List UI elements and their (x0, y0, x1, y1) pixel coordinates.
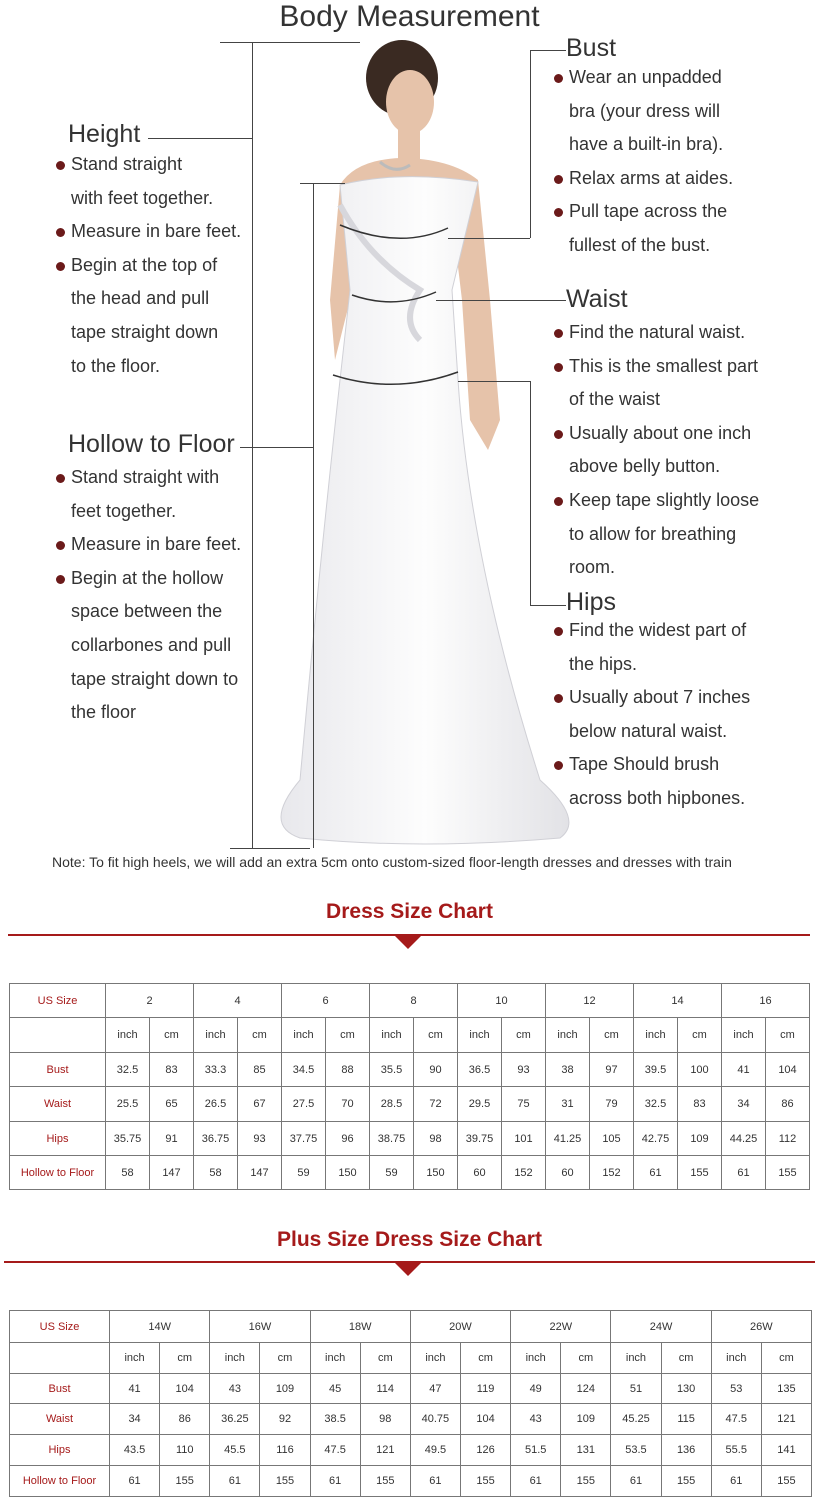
instruction-line: Find the natural waist. (569, 316, 814, 350)
unit-cell: inch (310, 1343, 360, 1374)
value-cell: 130 (661, 1374, 711, 1404)
value-cell: 126 (460, 1435, 510, 1466)
unit-cell: cm (260, 1343, 310, 1374)
bullet-icon (554, 329, 563, 338)
value-cell: 45.25 (611, 1404, 661, 1435)
instruction-line: Stand straight (71, 148, 261, 182)
unit-cell: inch (194, 1018, 238, 1053)
value-cell: 27.5 (282, 1087, 326, 1122)
row-label-cell: Hips (10, 1435, 110, 1466)
value-cell: 104 (460, 1404, 510, 1435)
bullet-icon (554, 175, 563, 184)
value-cell: 79 (590, 1087, 634, 1122)
row-label-cell: Hollow to Floor (10, 1466, 110, 1497)
bust-title: Bust (566, 34, 617, 62)
size-header-cell: 16W (210, 1311, 310, 1343)
value-cell: 109 (260, 1374, 310, 1404)
size-header-cell: 14 (634, 984, 722, 1018)
unit-cell: cm (561, 1343, 611, 1374)
height-top-line (220, 42, 360, 43)
size-header-cell: 4 (194, 984, 282, 1018)
value-cell: 155 (761, 1466, 811, 1497)
value-cell: 49.5 (410, 1435, 460, 1466)
instruction-line: room. (569, 557, 616, 578)
value-cell: 38 (546, 1053, 590, 1087)
hips-instructions (569, 614, 809, 816)
value-cell: 34.5 (282, 1053, 326, 1087)
dress-size-table (9, 983, 810, 1190)
bullet-icon (554, 363, 563, 372)
value-cell: 33.3 (194, 1053, 238, 1087)
value-cell: 105 (590, 1122, 634, 1156)
value-cell: 51 (611, 1374, 661, 1404)
instruction-line: below natural waist. (569, 720, 728, 741)
unit-cell: cm (590, 1018, 634, 1053)
value-cell: 155 (678, 1156, 722, 1190)
value-cell: 93 (238, 1122, 282, 1156)
size-header-cell: 10 (458, 984, 546, 1018)
size-header-cell: 20W (410, 1311, 510, 1343)
instruction-line: the hips. (569, 653, 638, 674)
value-cell: 147 (238, 1156, 282, 1190)
size-header-cell: 26W (711, 1311, 811, 1343)
hollow-top-line (300, 183, 345, 184)
hips-label-line (530, 605, 566, 606)
value-cell: 43 (511, 1404, 561, 1435)
table-header-row (10, 984, 810, 1018)
unit-cell: inch (458, 1018, 502, 1053)
unit-cell: inch (210, 1343, 260, 1374)
instruction-line: Measure in bare feet. (71, 215, 261, 249)
bullet-icon (554, 74, 563, 83)
value-cell: 141 (761, 1435, 811, 1466)
value-cell: 152 (502, 1156, 546, 1190)
value-cell: 44.25 (722, 1122, 766, 1156)
instruction-line: fullest of the bust. (569, 234, 711, 255)
unit-cell: inch (410, 1343, 460, 1374)
size-header-cell: 16 (722, 984, 810, 1018)
instruction-line: with feet together. (71, 187, 214, 208)
unit-cell: cm (326, 1018, 370, 1053)
bullet-icon (554, 497, 563, 506)
value-cell: 114 (360, 1374, 410, 1404)
unit-cell: cm (678, 1018, 722, 1053)
waist-connector (436, 300, 566, 301)
value-cell: 43.5 (110, 1435, 160, 1466)
unit-cell: cm (460, 1343, 510, 1374)
value-cell: 49 (511, 1374, 561, 1404)
instruction-line: the floor (71, 702, 137, 723)
value-cell: 36.75 (194, 1122, 238, 1156)
value-cell: 45 (310, 1374, 360, 1404)
value-cell: 28.5 (370, 1087, 414, 1122)
instruction-line: to the floor. (71, 355, 161, 376)
unit-cell: inch (722, 1018, 766, 1053)
value-cell: 91 (150, 1122, 194, 1156)
row-label-cell: Waist (10, 1087, 106, 1122)
table-row (10, 1156, 810, 1190)
table-unit-row (10, 1343, 812, 1374)
dress-chart-title: Dress Size Chart (326, 900, 493, 923)
table-row (10, 1435, 812, 1466)
unit-cell: inch (370, 1018, 414, 1053)
row-label-cell: Bust (10, 1374, 110, 1404)
value-cell: 60 (458, 1156, 502, 1190)
value-cell: 72 (414, 1087, 458, 1122)
instruction-line: Stand straight with (71, 461, 261, 495)
instruction-line: of the waist (569, 389, 661, 410)
value-cell: 41 (722, 1053, 766, 1087)
value-cell: 61 (711, 1466, 761, 1497)
table-row (10, 1122, 810, 1156)
value-cell: 61 (210, 1466, 260, 1497)
note-text: Note: To fit high heels, we will add an extra 5cm onto custom-sized floor-length dresses and dresses with train (52, 854, 732, 870)
unit-cell: cm (761, 1343, 811, 1374)
value-cell: 67 (238, 1087, 282, 1122)
value-cell: 109 (561, 1404, 611, 1435)
value-cell: 34 (722, 1087, 766, 1122)
value-cell: 36.5 (458, 1053, 502, 1087)
value-cell: 147 (150, 1156, 194, 1190)
instruction-line: bra (your dress will (569, 100, 721, 121)
value-cell: 101 (502, 1122, 546, 1156)
size-label-cell: US Size (10, 1311, 110, 1343)
value-cell: 104 (766, 1053, 810, 1087)
unit-cell: cm (360, 1343, 410, 1374)
value-cell: 61 (511, 1466, 561, 1497)
value-cell: 104 (160, 1374, 210, 1404)
size-header-cell: 18W (310, 1311, 410, 1343)
value-cell: 45.5 (210, 1435, 260, 1466)
value-cell: 110 (160, 1435, 210, 1466)
bust-label-line (530, 50, 566, 51)
plus-size-table (9, 1310, 812, 1497)
size-header-cell: 12 (546, 984, 634, 1018)
unit-cell: inch (546, 1018, 590, 1053)
value-cell: 55.5 (711, 1435, 761, 1466)
size-header-cell: 14W (110, 1311, 210, 1343)
size-header-cell: 24W (611, 1311, 711, 1343)
value-cell: 39.5 (634, 1053, 678, 1087)
instruction-line: Usually about one inch (569, 417, 814, 451)
value-cell: 61 (110, 1466, 160, 1497)
value-cell: 109 (678, 1122, 722, 1156)
bust-connector-h (448, 238, 530, 239)
bullet-icon (554, 627, 563, 636)
row-label-cell: Bust (10, 1053, 106, 1087)
value-cell: 90 (414, 1053, 458, 1087)
table-row (10, 1466, 812, 1497)
instruction-line: above belly button. (569, 456, 721, 477)
bullet-icon (554, 430, 563, 439)
value-cell: 25.5 (106, 1087, 150, 1122)
value-cell: 152 (590, 1156, 634, 1190)
row-label-cell: Hips (10, 1122, 106, 1156)
bullet-icon (56, 474, 65, 483)
value-cell: 65 (150, 1087, 194, 1122)
instruction-line: Find the widest part of (569, 614, 809, 648)
instruction-line: Tape Should brush (569, 748, 809, 782)
plus-chart-title: Plus Size Dress Size Chart (277, 1228, 542, 1251)
value-cell: 115 (661, 1404, 711, 1435)
dress-chart-marker (395, 936, 421, 949)
value-cell: 61 (611, 1466, 661, 1497)
value-cell: 43 (210, 1374, 260, 1404)
value-cell: 86 (766, 1087, 810, 1122)
value-cell: 98 (414, 1122, 458, 1156)
value-cell: 136 (661, 1435, 711, 1466)
unit-cell: cm (414, 1018, 458, 1053)
page-title: Body Measurement (279, 0, 540, 33)
value-cell: 38.5 (310, 1404, 360, 1435)
instruction-line: This is the smallest part (569, 350, 814, 384)
value-cell: 58 (194, 1156, 238, 1190)
unit-label-cell (10, 1343, 110, 1374)
instruction-line: Begin at the hollow (71, 562, 261, 596)
value-cell: 155 (360, 1466, 410, 1497)
value-cell: 155 (260, 1466, 310, 1497)
hollow-instructions (71, 461, 261, 730)
value-cell: 155 (460, 1466, 510, 1497)
value-cell: 83 (678, 1087, 722, 1122)
value-cell: 150 (326, 1156, 370, 1190)
value-cell: 61 (410, 1466, 460, 1497)
instruction-line: space between the (71, 601, 223, 622)
unit-cell: cm (661, 1343, 711, 1374)
unit-cell: cm (502, 1018, 546, 1053)
value-cell: 39.75 (458, 1122, 502, 1156)
unit-cell: inch (282, 1018, 326, 1053)
value-cell: 42.75 (634, 1122, 678, 1156)
value-cell: 32.5 (106, 1053, 150, 1087)
height-connector (148, 138, 252, 139)
value-cell: 61 (722, 1156, 766, 1190)
hollow-title: Hollow to Floor (68, 430, 235, 458)
value-cell: 35.5 (370, 1053, 414, 1087)
table-header-row (10, 1311, 812, 1343)
instruction-line: Keep tape slightly loose (569, 484, 814, 518)
value-cell: 41.25 (546, 1122, 590, 1156)
value-cell: 37.75 (282, 1122, 326, 1156)
value-cell: 51.5 (511, 1435, 561, 1466)
size-header-cell: 6 (282, 984, 370, 1018)
value-cell: 98 (360, 1404, 410, 1435)
plus-chart-marker (395, 1263, 421, 1276)
value-cell: 47 (410, 1374, 460, 1404)
value-cell: 100 (678, 1053, 722, 1087)
height-instructions (71, 148, 261, 383)
value-cell: 36.25 (210, 1404, 260, 1435)
value-cell: 155 (561, 1466, 611, 1497)
unit-cell: cm (766, 1018, 810, 1053)
instruction-line: have a built-in bra). (569, 134, 724, 155)
waist-title: Waist (566, 285, 628, 313)
instruction-line: Pull tape across the (569, 195, 809, 229)
table-row (10, 1404, 812, 1435)
value-cell: 96 (326, 1122, 370, 1156)
waist-instructions (569, 316, 814, 585)
bullet-icon (56, 575, 65, 584)
value-cell: 155 (160, 1466, 210, 1497)
value-cell: 41 (110, 1374, 160, 1404)
value-cell: 58 (106, 1156, 150, 1190)
value-cell: 61 (310, 1466, 360, 1497)
value-cell: 34 (110, 1404, 160, 1435)
value-cell: 47.5 (310, 1435, 360, 1466)
size-header-cell: 22W (511, 1311, 611, 1343)
hips-title: Hips (566, 588, 617, 616)
size-header-cell: 8 (370, 984, 458, 1018)
value-cell: 119 (460, 1374, 510, 1404)
instruction-line: feet together. (71, 500, 177, 521)
unit-cell: inch (511, 1343, 561, 1374)
row-label-cell: Hollow to Floor (10, 1156, 106, 1190)
bust-connector-v (530, 50, 531, 238)
unit-cell: inch (106, 1018, 150, 1053)
value-cell: 155 (661, 1466, 711, 1497)
value-cell: 75 (502, 1087, 546, 1122)
unit-label-cell (10, 1018, 106, 1053)
bullet-icon (56, 161, 65, 170)
value-cell: 40.75 (410, 1404, 460, 1435)
unit-cell: cm (238, 1018, 282, 1053)
value-cell: 116 (260, 1435, 310, 1466)
height-title: Height (68, 120, 141, 148)
value-cell: 47.5 (711, 1404, 761, 1435)
value-cell: 29.5 (458, 1087, 502, 1122)
value-cell: 150 (414, 1156, 458, 1190)
hollow-connector (240, 447, 313, 448)
unit-cell: cm (150, 1018, 194, 1053)
value-cell: 59 (282, 1156, 326, 1190)
value-cell: 121 (360, 1435, 410, 1466)
instruction-line: Wear an unpadded (569, 61, 809, 95)
floor-line (230, 848, 310, 849)
instruction-line: to allow for breathing (569, 523, 737, 544)
value-cell: 32.5 (634, 1087, 678, 1122)
value-cell: 53.5 (611, 1435, 661, 1466)
instruction-line: the head and pull (71, 288, 210, 309)
unit-cell: cm (160, 1343, 210, 1374)
value-cell: 97 (590, 1053, 634, 1087)
value-cell: 83 (150, 1053, 194, 1087)
instruction-line: collarbones and pull (71, 634, 232, 655)
value-cell: 60 (546, 1156, 590, 1190)
value-cell: 85 (238, 1053, 282, 1087)
table-row (10, 1053, 810, 1087)
value-cell: 88 (326, 1053, 370, 1087)
table-row (10, 1087, 810, 1122)
instruction-line: tape straight down to (71, 668, 239, 689)
value-cell: 86 (160, 1404, 210, 1435)
instruction-line: across both hipbones. (569, 787, 746, 808)
instruction-line: Begin at the top of (71, 249, 261, 283)
table-row (10, 1374, 812, 1404)
hollow-vertical-line (313, 183, 314, 848)
value-cell: 35.75 (106, 1122, 150, 1156)
value-cell: 92 (260, 1404, 310, 1435)
value-cell: 31 (546, 1087, 590, 1122)
size-header-cell: 2 (106, 984, 194, 1018)
row-label-cell: Waist (10, 1404, 110, 1435)
unit-cell: inch (711, 1343, 761, 1374)
instruction-line: tape straight down (71, 321, 219, 342)
unit-cell: inch (611, 1343, 661, 1374)
table-unit-row (10, 1018, 810, 1053)
value-cell: 59 (370, 1156, 414, 1190)
instruction-line: Relax arms at aides. (569, 162, 809, 196)
value-cell: 121 (761, 1404, 811, 1435)
unit-cell: inch (110, 1343, 160, 1374)
hips-connector-h (458, 381, 531, 382)
bust-instructions (569, 61, 809, 263)
value-cell: 26.5 (194, 1087, 238, 1122)
instruction-line: Usually about 7 inches (569, 681, 809, 715)
value-cell: 131 (561, 1435, 611, 1466)
value-cell: 135 (761, 1374, 811, 1404)
value-cell: 53 (711, 1374, 761, 1404)
value-cell: 112 (766, 1122, 810, 1156)
bullet-icon (56, 262, 65, 271)
unit-cell: inch (634, 1018, 678, 1053)
value-cell: 93 (502, 1053, 546, 1087)
value-cell: 70 (326, 1087, 370, 1122)
size-label-cell: US Size (10, 984, 106, 1018)
value-cell: 124 (561, 1374, 611, 1404)
hips-connector-v (530, 381, 531, 605)
value-cell: 38.75 (370, 1122, 414, 1156)
value-cell: 155 (766, 1156, 810, 1190)
value-cell: 61 (634, 1156, 678, 1190)
instruction-line: Measure in bare feet. (71, 528, 261, 562)
